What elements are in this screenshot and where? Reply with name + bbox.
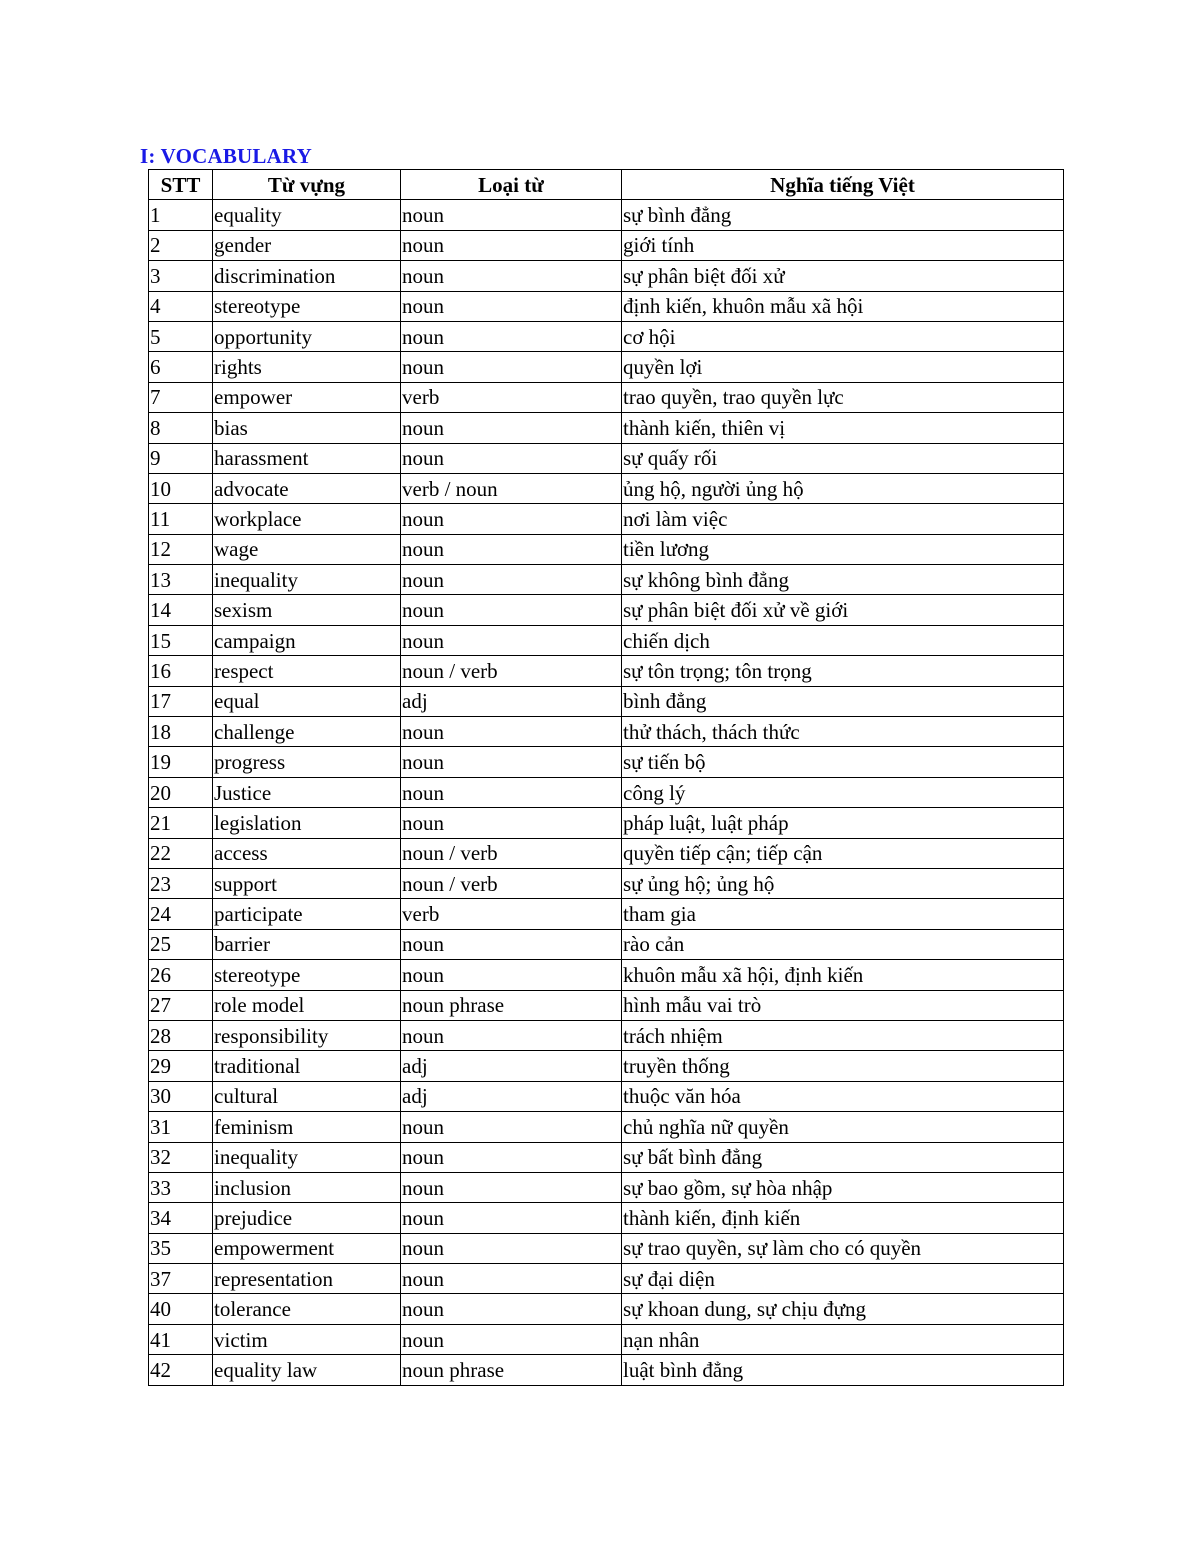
- cell-stt: 1: [149, 200, 213, 230]
- cell-word: equality: [213, 200, 401, 230]
- vocabulary-table: [148, 169, 1064, 1386]
- cell-word-type: noun: [401, 321, 622, 351]
- cell-word: Justice: [213, 777, 401, 807]
- cell-meaning: thành kiến, định kiến: [622, 1203, 1064, 1233]
- table-row: [149, 717, 1064, 747]
- cell-stt: 14: [149, 595, 213, 625]
- cell-meaning: nơi làm việc: [622, 504, 1064, 534]
- table-row: [149, 1355, 1064, 1385]
- cell-word-type: verb: [401, 382, 622, 412]
- cell-word-type: noun / verb: [401, 838, 622, 868]
- cell-word: access: [213, 838, 401, 868]
- cell-stt: 4: [149, 291, 213, 321]
- cell-stt: 22: [149, 838, 213, 868]
- cell-meaning: sự tôn trọng; tôn trọng: [622, 656, 1064, 686]
- cell-word: support: [213, 868, 401, 898]
- cell-stt: 13: [149, 565, 213, 595]
- header-word-type: Loại từ: [401, 170, 622, 200]
- cell-word-type: noun: [401, 1172, 622, 1202]
- table-row: [149, 413, 1064, 443]
- cell-word-type: noun: [401, 929, 622, 959]
- cell-word: traditional: [213, 1051, 401, 1081]
- cell-word-type: adj: [401, 1081, 622, 1111]
- cell-meaning: công lý: [622, 777, 1064, 807]
- cell-meaning: bình đẳng: [622, 686, 1064, 716]
- cell-stt: 6: [149, 352, 213, 382]
- cell-word: equal: [213, 686, 401, 716]
- cell-stt: 5: [149, 321, 213, 351]
- table-row: [149, 1142, 1064, 1172]
- table-row: [149, 352, 1064, 382]
- cell-word: wage: [213, 534, 401, 564]
- table-row: [149, 1081, 1064, 1111]
- table-row: [149, 443, 1064, 473]
- cell-word: rights: [213, 352, 401, 382]
- cell-stt: 33: [149, 1172, 213, 1202]
- cell-word: feminism: [213, 1112, 401, 1142]
- table-row: [149, 656, 1064, 686]
- cell-meaning: tiền lương: [622, 534, 1064, 564]
- cell-word-type: adj: [401, 686, 622, 716]
- table-body: [149, 200, 1064, 1385]
- cell-stt: 28: [149, 1020, 213, 1050]
- cell-meaning: sự khoan dung, sự chịu đựng: [622, 1294, 1064, 1324]
- cell-word-type: noun: [401, 747, 622, 777]
- cell-meaning: sự bất bình đẳng: [622, 1142, 1064, 1172]
- cell-word: responsibility: [213, 1020, 401, 1050]
- cell-meaning: sự bình đẳng: [622, 200, 1064, 230]
- cell-word: harassment: [213, 443, 401, 473]
- cell-stt: 12: [149, 534, 213, 564]
- table-row: [149, 504, 1064, 534]
- cell-meaning: thành kiến, thiên vị: [622, 413, 1064, 443]
- cell-word: inequality: [213, 1142, 401, 1172]
- table-row: [149, 990, 1064, 1020]
- cell-stt: 7: [149, 382, 213, 412]
- cell-meaning: sự ủng hộ; ủng hộ: [622, 868, 1064, 898]
- table-row: [149, 321, 1064, 351]
- cell-stt: 25: [149, 929, 213, 959]
- cell-stt: 8: [149, 413, 213, 443]
- cell-word-type: noun: [401, 777, 622, 807]
- table-row: [149, 261, 1064, 291]
- cell-word-type: noun: [401, 1294, 622, 1324]
- table-row: [149, 1324, 1064, 1354]
- cell-stt: 29: [149, 1051, 213, 1081]
- cell-word: representation: [213, 1264, 401, 1294]
- table-row: [149, 382, 1064, 412]
- table-row: [149, 1294, 1064, 1324]
- cell-stt: 17: [149, 686, 213, 716]
- cell-word-type: noun: [401, 595, 622, 625]
- cell-meaning: sự phân biệt đối xử về giới: [622, 595, 1064, 625]
- cell-meaning: truyền thống: [622, 1051, 1064, 1081]
- table-row: [149, 1051, 1064, 1081]
- cell-word: progress: [213, 747, 401, 777]
- cell-meaning: chủ nghĩa nữ quyền: [622, 1112, 1064, 1142]
- cell-meaning: luật bình đẳng: [622, 1355, 1064, 1385]
- cell-meaning: nạn nhân: [622, 1324, 1064, 1354]
- cell-word-type: noun: [401, 200, 622, 230]
- cell-word-type: noun: [401, 1233, 622, 1263]
- header-vietnamese-meaning: Nghĩa tiếng Việt: [622, 170, 1064, 200]
- cell-stt: 20: [149, 777, 213, 807]
- table-row: [149, 1203, 1064, 1233]
- table-row: [149, 200, 1064, 230]
- cell-stt: 30: [149, 1081, 213, 1111]
- cell-word-type: noun: [401, 1142, 622, 1172]
- cell-word-type: adj: [401, 1051, 622, 1081]
- cell-word-type: noun: [401, 717, 622, 747]
- cell-word-type: noun: [401, 291, 622, 321]
- table-row: [149, 960, 1064, 990]
- cell-stt: 26: [149, 960, 213, 990]
- cell-word: victim: [213, 1324, 401, 1354]
- cell-meaning: sự trao quyền, sự làm cho có quyền: [622, 1233, 1064, 1263]
- table-row: [149, 686, 1064, 716]
- table-row: [149, 1172, 1064, 1202]
- cell-meaning: quyền tiếp cận; tiếp cận: [622, 838, 1064, 868]
- cell-meaning: cơ hội: [622, 321, 1064, 351]
- cell-word: campaign: [213, 625, 401, 655]
- cell-stt: 41: [149, 1324, 213, 1354]
- cell-word-type: noun: [401, 808, 622, 838]
- table-row: [149, 747, 1064, 777]
- cell-word-type: noun: [401, 261, 622, 291]
- cell-stt: 23: [149, 868, 213, 898]
- cell-stt: 42: [149, 1355, 213, 1385]
- cell-stt: 9: [149, 443, 213, 473]
- table-row: [149, 291, 1064, 321]
- cell-word-type: noun phrase: [401, 990, 622, 1020]
- cell-meaning: rào cản: [622, 929, 1064, 959]
- cell-stt: 19: [149, 747, 213, 777]
- cell-word-type: noun: [401, 1020, 622, 1050]
- table-row: [149, 1233, 1064, 1263]
- cell-stt: 32: [149, 1142, 213, 1172]
- cell-meaning: quyền lợi: [622, 352, 1064, 382]
- cell-meaning: chiến dịch: [622, 625, 1064, 655]
- cell-word-type: noun: [401, 230, 622, 260]
- cell-word: barrier: [213, 929, 401, 959]
- cell-stt: 11: [149, 504, 213, 534]
- cell-word: inequality: [213, 565, 401, 595]
- cell-word-type: noun: [401, 413, 622, 443]
- cell-word: workplace: [213, 504, 401, 534]
- cell-word: empower: [213, 382, 401, 412]
- cell-stt: 24: [149, 899, 213, 929]
- table-row: [149, 565, 1064, 595]
- cell-word-type: noun / verb: [401, 656, 622, 686]
- cell-word-type: noun: [401, 352, 622, 382]
- cell-word-type: noun phrase: [401, 1355, 622, 1385]
- table-row: [149, 1020, 1064, 1050]
- cell-stt: 31: [149, 1112, 213, 1142]
- cell-meaning: thử thách, thách thức: [622, 717, 1064, 747]
- header-word: Từ vựng: [213, 170, 401, 200]
- cell-word-type: noun: [401, 1203, 622, 1233]
- cell-word: advocate: [213, 473, 401, 503]
- cell-meaning: thuộc văn hóa: [622, 1081, 1064, 1111]
- cell-word-type: noun: [401, 1112, 622, 1142]
- cell-word: stereotype: [213, 291, 401, 321]
- cell-word-type: noun: [401, 534, 622, 564]
- cell-stt: 18: [149, 717, 213, 747]
- cell-meaning: trách nhiệm: [622, 1020, 1064, 1050]
- cell-word-type: noun: [401, 565, 622, 595]
- cell-stt: 3: [149, 261, 213, 291]
- cell-word-type: noun: [401, 443, 622, 473]
- table-row: [149, 1112, 1064, 1142]
- table-row: [149, 473, 1064, 503]
- cell-stt: 34: [149, 1203, 213, 1233]
- cell-meaning: sự bao gồm, sự hòa nhập: [622, 1172, 1064, 1202]
- cell-meaning: sự tiến bộ: [622, 747, 1064, 777]
- cell-word: opportunity: [213, 321, 401, 351]
- header-stt: STT: [149, 170, 213, 200]
- cell-word: equality law: [213, 1355, 401, 1385]
- cell-word-type: noun: [401, 1324, 622, 1354]
- cell-word: legislation: [213, 808, 401, 838]
- cell-word: tolerance: [213, 1294, 401, 1324]
- cell-meaning: pháp luật, luật pháp: [622, 808, 1064, 838]
- cell-stt: 15: [149, 625, 213, 655]
- cell-word: gender: [213, 230, 401, 260]
- cell-word: empowerment: [213, 1233, 401, 1263]
- cell-word-type: verb / noun: [401, 473, 622, 503]
- cell-stt: 10: [149, 473, 213, 503]
- section-title: I: VOCABULARY: [140, 144, 312, 168]
- cell-meaning: giới tính: [622, 230, 1064, 260]
- cell-stt: 35: [149, 1233, 213, 1263]
- cell-stt: 16: [149, 656, 213, 686]
- cell-word: challenge: [213, 717, 401, 747]
- table-row: [149, 777, 1064, 807]
- cell-word: sexism: [213, 595, 401, 625]
- cell-word-type: noun: [401, 625, 622, 655]
- cell-meaning: hình mẫu vai trò: [622, 990, 1064, 1020]
- cell-word: role model: [213, 990, 401, 1020]
- table-row: [149, 838, 1064, 868]
- cell-stt: 40: [149, 1294, 213, 1324]
- cell-word-type: verb: [401, 899, 622, 929]
- table-row: [149, 868, 1064, 898]
- table-row: [149, 929, 1064, 959]
- cell-word-type: noun: [401, 960, 622, 990]
- table-row: [149, 595, 1064, 625]
- cell-meaning: tham gia: [622, 899, 1064, 929]
- table-row: [149, 899, 1064, 929]
- cell-stt: 2: [149, 230, 213, 260]
- cell-word: stereotype: [213, 960, 401, 990]
- cell-word: discrimination: [213, 261, 401, 291]
- cell-word: prejudice: [213, 1203, 401, 1233]
- table-row: [149, 1264, 1064, 1294]
- cell-word-type: noun / verb: [401, 868, 622, 898]
- cell-meaning: khuôn mẫu xã hội, định kiến: [622, 960, 1064, 990]
- cell-word-type: noun: [401, 1264, 622, 1294]
- cell-stt: 37: [149, 1264, 213, 1294]
- cell-stt: 27: [149, 990, 213, 1020]
- cell-meaning: định kiến, khuôn mẫu xã hội: [622, 291, 1064, 321]
- cell-word-type: noun: [401, 504, 622, 534]
- table-row: [149, 808, 1064, 838]
- cell-meaning: sự đại diện: [622, 1264, 1064, 1294]
- cell-meaning: sự phân biệt đối xử: [622, 261, 1064, 291]
- table-row: [149, 625, 1064, 655]
- table-header-row: [149, 170, 1064, 200]
- cell-meaning: sự quấy rối: [622, 443, 1064, 473]
- cell-word: respect: [213, 656, 401, 686]
- cell-word: participate: [213, 899, 401, 929]
- cell-stt: 21: [149, 808, 213, 838]
- table-row: [149, 534, 1064, 564]
- cell-meaning: ủng hộ, người ủng hộ: [622, 473, 1064, 503]
- cell-word: cultural: [213, 1081, 401, 1111]
- cell-word: bias: [213, 413, 401, 443]
- cell-meaning: sự không bình đẳng: [622, 565, 1064, 595]
- cell-meaning: trao quyền, trao quyền lực: [622, 382, 1064, 412]
- cell-word: inclusion: [213, 1172, 401, 1202]
- table-row: [149, 230, 1064, 260]
